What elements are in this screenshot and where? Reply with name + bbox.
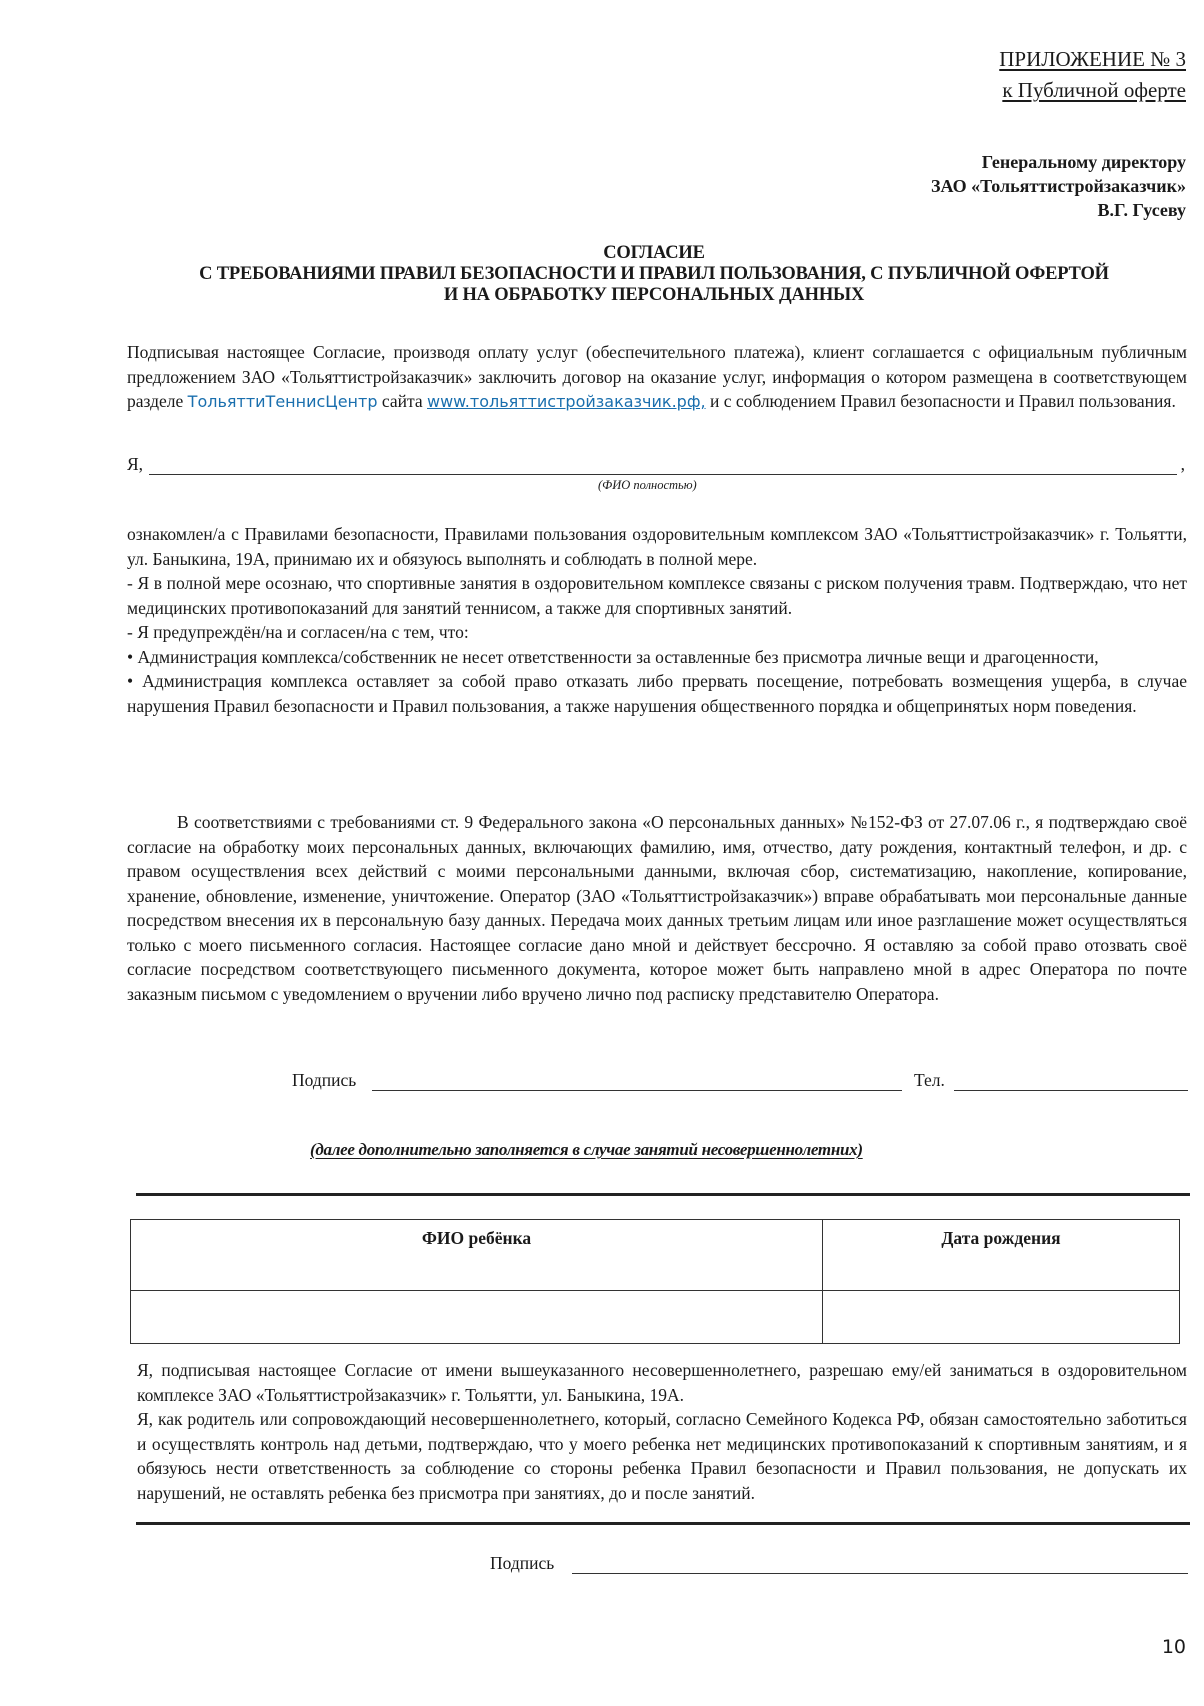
intro-text-mid: сайта <box>377 391 427 411</box>
fio-suffix: , <box>1180 454 1185 474</box>
addressee-company: ЗАО «Тольяттистройзаказчик» <box>930 176 1186 196</box>
minor-note: (далее дополнительно заполняется в случае занятий несовершеннолетних) <box>310 1140 863 1159</box>
personal-data-text: В соответствиями с требованиями ст. 9 Федерального закона «О персональных данных» №152-ФЗ от 27.07.06 г., я подтверждаю своё согласие на обработку моих персональных данных, включающих фамилию, имя, отчество, дату рождения, контактный телефон, и др. с правом осуществления всех действий с моими персональными данными, включая сбор, систематизацию, накопление, копирование, хранение, обновление, изменение, уничтожение. Оператор (ЗАО «Тольяттистройзаказчик») вправе обрабатывать мои персональные данные посредством внесения их в персональную базу данных. Передача моих данных третьим лицам или иное разглашение может осуществляться только с моего письменного согласия. Настоящее согласие дано мной и действует бессрочно. Я оставляю за собой право отозвать своё согласие посредством соответствующего письменного документа, которое может быть направлено мной в адрес Оператора по почте заказным письмом с уведомлением о вручении либо вручено лично под расписку представителю Оператора. <box>127 812 1187 1004</box>
phone-field[interactable] <box>954 1090 1188 1091</box>
child-info-table <box>130 1219 1180 1344</box>
table-row <box>131 1291 1180 1344</box>
signature-label: Подпись <box>292 1070 357 1090</box>
acknowledgement-bullet-2: • Администрация комплекса оставляет за собой право отказать либо прервать посещение, потребовать возмещения ущерба, в случае нарушения Правил безопасности и Правил пользования, а также нарушения общественного порядка и общепринятых норм поведения. <box>127 671 1187 716</box>
acknowledgement-item-1: - Я в полной мере осознаю, что спортивные занятия в оздоровительном комплексе связаны с риском получения травм. Подтверждаю, что нет медицинских противопоказаний для занятий теннисом, а также для спортивных занятий. <box>127 573 1187 618</box>
acknowledgement-main: ознакомлен/а с Правилами безопасности, Правилами пользования оздоровительным комплексом ЗАО «Тольяттистройзаказчик» г. Тольятти, ул. Баныкина, 19А, принимаю их и обязуюсь выполнять и соблюдать в полной мере. <box>127 524 1187 569</box>
title-line-1: СОГЛАСИЕ <box>603 243 705 263</box>
fio-field[interactable] <box>127 454 1187 478</box>
table-header-row <box>131 1220 1180 1291</box>
guardian-signature-label: Подпись <box>490 1553 555 1573</box>
acknowledgement-bullet-1: • Администрация комплекса/собственник не несет ответственности за оставленные без присмотра личные вещи и драгоценности, <box>127 646 1099 667</box>
divider <box>136 1193 1190 1196</box>
header-child-name: ФИО ребёнка <box>131 1220 823 1291</box>
phone-label: Тел. <box>914 1070 945 1090</box>
guardian-signature-row <box>490 1553 1188 1577</box>
appendix-reference: к Публичной оферте <box>1002 78 1186 102</box>
child-name-cell[interactable] <box>131 1291 823 1344</box>
addressee-name: В.Г. Гусеву <box>1097 200 1186 220</box>
guardian-line-1: Я, подписывая настоящее Согласие от имени вышеуказанного несовершеннолетнего, разрешаю ему/ей заниматься в оздоровительном комплексе ЗАО «Тольяттистройзаказчик» г. Тольятти, ул. Баныкина, 19А. <box>137 1360 1187 1405</box>
acknowledgement-item-2: - Я предупреждён/на и согласен/на с тем, что: <box>127 622 469 642</box>
fio-prefix: Я, <box>127 454 144 474</box>
intro-text-after: и с соблюдением Правил безопасности и Правил пользования. <box>705 391 1176 411</box>
guardian-signature-field[interactable] <box>572 1573 1188 1574</box>
addressee-block <box>931 150 1186 222</box>
header-birth-date: Дата рождения <box>823 1220 1180 1291</box>
document-title <box>120 243 1188 306</box>
intro-text-before: Подписывая настоящее Согласие, производя оплату услуг (обеспечительного платежа), клиент соглашается с официальным публичным предложением ЗАО «Тольяттистройзаказчик» заключить договор на оказание услуг, информация о котором размещена в соответствующем разделе <box>127 342 1187 411</box>
birth-date-cell[interactable] <box>823 1291 1180 1344</box>
fio-hint: (ФИО полностью) <box>598 478 697 492</box>
signature-field[interactable] <box>372 1090 902 1091</box>
personal-data-paragraph <box>127 810 1187 1006</box>
guardian-paragraph <box>137 1358 1187 1505</box>
appendix-number: ПРИЛОЖЕНИЕ № 3 <box>999 47 1186 71</box>
appendix-header <box>999 44 1186 106</box>
acknowledgement-section <box>127 522 1187 718</box>
guardian-line-2: Я, как родитель или сопровождающий несовершеннолетнего, который, согласно Семейного Кодекса РФ, обязан самостоятельно заботиться и осуществлять контроль над детьми, подтверждаю, что у моего ребенка нет медицинских противопоказаний к спортивным занятиям, и я обязуюсь нести ответственность за соблюдение со стороны ребенка Правил безопасности и Правил пользования, не допускать их нарушений, не оставлять ребенка без присмотра при занятиях, до и после занятий. <box>137 1409 1187 1503</box>
site-link[interactable]: www.тольяттистройзаказчик.рф, <box>427 392 706 411</box>
title-line-3: И НА ОБРАБОТКУ ПЕРСОНАЛЬНЫХ ДАННЫХ <box>443 285 865 305</box>
divider <box>136 1522 1190 1525</box>
intro-paragraph <box>127 340 1187 415</box>
title-line-2: С ТРЕБОВАНИЯМИ ПРАВИЛ БЕЗОПАСНОСТИ И ПРАВИЛ ПОЛЬЗОВАНИЯ, С ПУБЛИЧНОЙ ОФЕРТОЙ <box>199 264 1109 284</box>
fio-input-line[interactable] <box>149 474 1177 475</box>
signature-row <box>292 1070 1188 1094</box>
addressee-position: Генеральному директору <box>981 152 1186 172</box>
page-number: 10 <box>1161 1636 1186 1658</box>
section-link[interactable]: ТольяттиТеннисЦентр <box>187 392 378 411</box>
